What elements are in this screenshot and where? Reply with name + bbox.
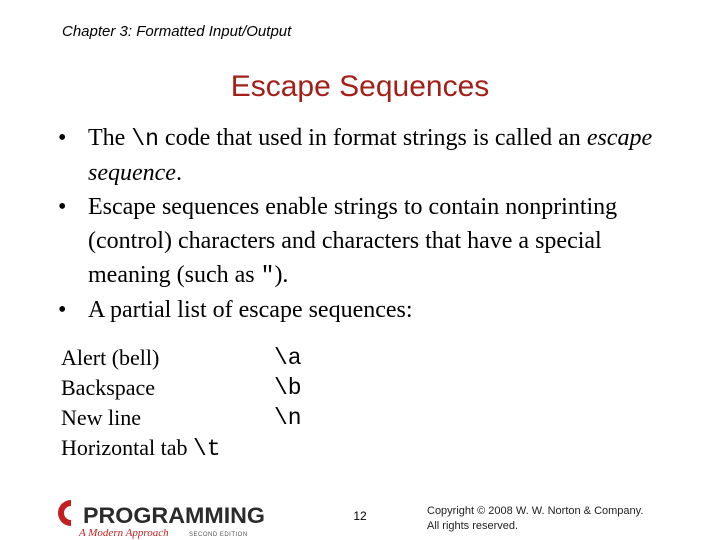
bullet-text: A partial list of escape sequences: [88, 297, 413, 323]
sequence-label: Alert (bell) [61, 345, 160, 370]
sequence-code: \a [274, 345, 302, 371]
logo-c-icon [58, 500, 71, 526]
bullet-text: The [88, 125, 132, 151]
bullet-text: ). [274, 262, 289, 288]
sequence-code: \n [274, 405, 302, 431]
c-programming-logo [54, 497, 266, 539]
logo-wordmark: PROGRAMMING [83, 503, 265, 528]
copyright-line: Copyright © 2008 W. W. Norton & Company. [427, 505, 644, 517]
chapter-header: Chapter 3: Formatted Input/Output [62, 23, 292, 40]
bullet-item [58, 293, 678, 327]
sequence-code: \b [274, 375, 302, 401]
bullet-item [58, 121, 678, 190]
emphasis-text: escape sequence [88, 125, 653, 186]
sequence-label: Horizontal tab \t [61, 435, 221, 462]
bullet-text: . [175, 160, 182, 186]
bullet-dot-icon: • [58, 297, 67, 323]
bullet-text: code that used in format strings is called an [158, 125, 587, 151]
sequence-label: Backspace [61, 375, 156, 400]
bullet-dot-icon: • [58, 125, 67, 151]
inline-code: " [260, 263, 275, 289]
copyright-notice [427, 504, 643, 534]
bullet-list [58, 121, 678, 327]
logo-subtitle: A Modern Approach [79, 527, 169, 539]
copyright-line: All rights reserved. [427, 520, 519, 532]
inline-code: \n [131, 126, 159, 152]
sequence-label: New line [61, 405, 142, 430]
bullet-item [58, 190, 678, 293]
bullet-text: Escape sequences enable strings to contain nonprinting (control) characters and characters that have a special meaning (such as [88, 194, 618, 288]
slide-title: Escape Sequences [230, 70, 490, 103]
bullet-dot-icon: • [58, 194, 67, 220]
logo-edition: SECOND EDITION [189, 532, 248, 538]
page-number: 12 [353, 509, 367, 523]
